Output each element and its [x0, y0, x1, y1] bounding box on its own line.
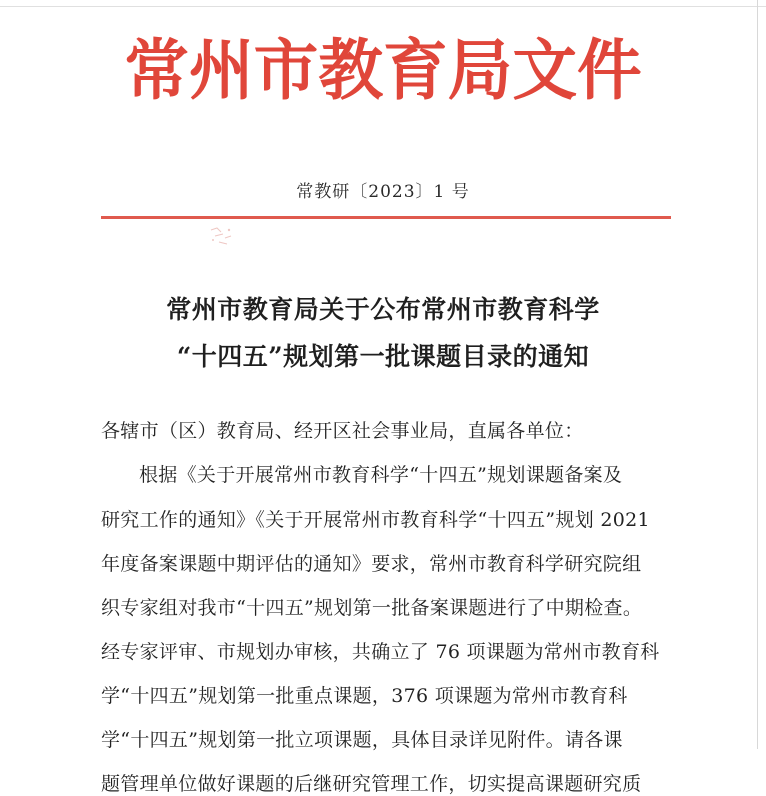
body-line: 学“十四五”规划第一批立项课题，具体目录详见附件。请各课: [101, 729, 623, 751]
body-line: 研究工作的通知》《关于开展常州市教育科学“十四五”规划 2021: [101, 509, 650, 531]
body-line: 经专家评审、市规划办审核，共确立了 76 项课题为常州市教育科: [101, 641, 660, 663]
salutation-line: 各辖市（区）教育局、经开区社会事业局，直属各单位：: [101, 420, 584, 442]
header-red-rule: [101, 216, 671, 219]
document-header-title: 常州市教育局文件: [124, 31, 642, 109]
body-line: 题管理单位做好课题的后继研究管理工作，切实提高课题研究质: [101, 773, 642, 795]
document-number: 常教研〔2023〕1 号: [296, 182, 470, 202]
body-line: 织专家组对我市“十四五”规划第一批备案课题进行了中期检查。: [101, 597, 643, 619]
body-line: 学“十四五”规划第一批重点课题，376 项课题为常州市教育科: [101, 685, 628, 707]
page-top-edge: [0, 6, 766, 7]
seal-residue-mark: [205, 224, 245, 248]
notice-title-line-2: “十四五”规划第一批课题目录的通知: [176, 342, 590, 371]
notice-title-line-1: 常州市教育局关于公布常州市教育科学: [166, 295, 600, 324]
body-line: 根据《关于开展常州市教育科学“十四五”规划课题备案及: [139, 464, 623, 486]
body-line: 年度备案课题中期评估的通知》要求，常州市教育科学研究院组: [101, 553, 642, 575]
